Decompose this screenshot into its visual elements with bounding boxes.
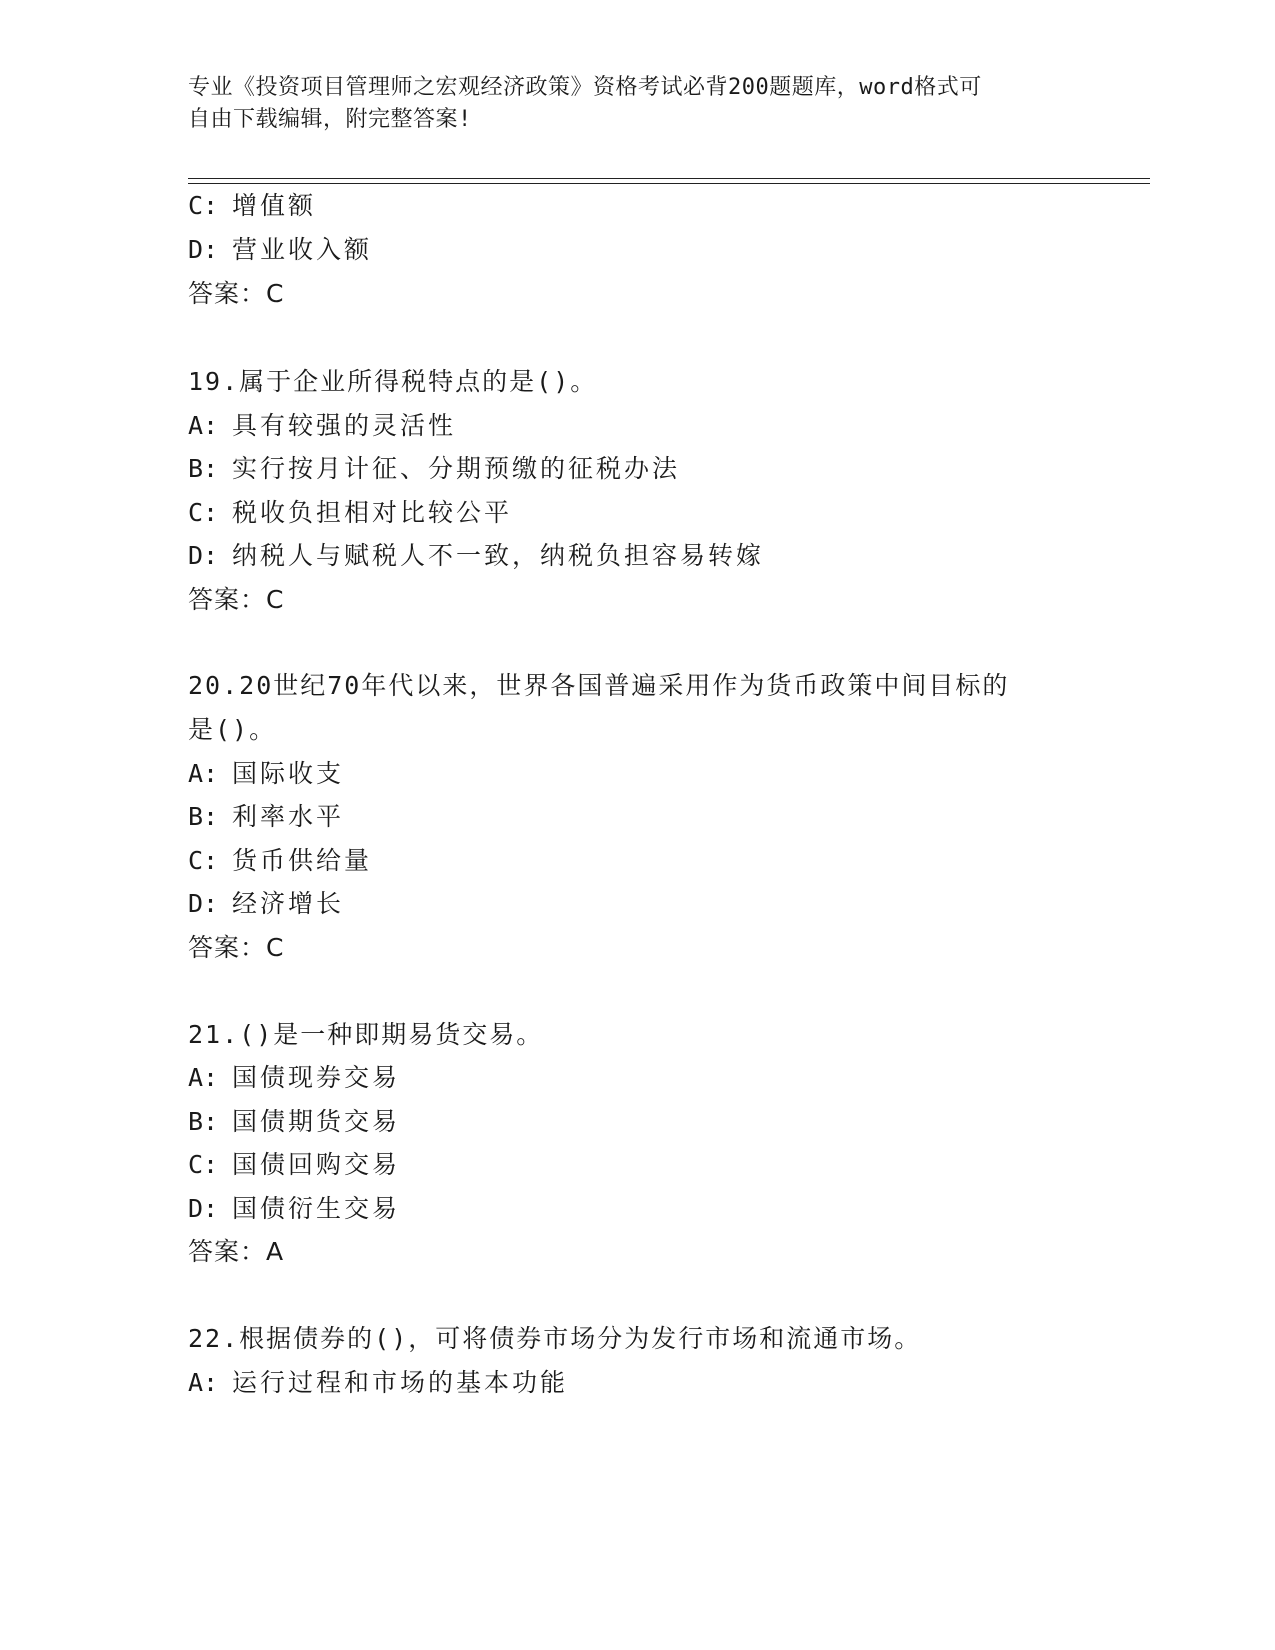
option-label: C:	[188, 1150, 219, 1179]
option-d	[188, 888, 344, 920]
option-text: 增值额	[232, 191, 317, 220]
answer-line: 答案：A	[188, 1237, 285, 1266]
option-text: 营业收入额	[232, 235, 373, 264]
option-text: 国债现券交易	[232, 1063, 401, 1092]
option-c	[188, 497, 512, 529]
option-label: B:	[188, 802, 219, 831]
option-text: 国债回购交易	[232, 1150, 401, 1179]
question-stem: 21.()是一种即期易货交易。	[188, 1020, 544, 1049]
answer-line: 答案：C	[188, 585, 285, 614]
option-c	[188, 190, 316, 222]
option-b	[188, 1106, 400, 1138]
option-label: C:	[188, 498, 219, 527]
option-label: C:	[188, 846, 219, 875]
option-label: A:	[188, 411, 219, 440]
header-divider-bottom	[188, 183, 1150, 184]
option-text: 经济增长	[232, 889, 345, 918]
option-c	[188, 1149, 400, 1181]
option-b	[188, 453, 680, 485]
option-d	[188, 1193, 400, 1225]
option-a	[188, 758, 344, 790]
question-stem: 20.20世纪70年代以来，世界各国普遍采用作为货币政策中间目标的	[188, 671, 1010, 700]
question-stem: 19.属于企业所得税特点的是()。	[188, 367, 598, 396]
option-label: D:	[188, 1194, 219, 1223]
option-text: 运行过程和市场的基本功能	[232, 1368, 569, 1397]
option-text: 纳税人与赋税人不一致，纳税负担容易转嫁	[232, 541, 765, 570]
option-label: A:	[188, 1063, 219, 1092]
option-label: C:	[188, 191, 219, 220]
question-stem: 22.根据债券的()，可将债券市场分为发行市场和流通市场。	[188, 1324, 922, 1353]
option-d	[188, 234, 372, 266]
option-a	[188, 1062, 400, 1094]
option-b	[188, 801, 344, 833]
option-text: 具有较强的灵活性	[232, 411, 457, 440]
option-label: D:	[188, 541, 219, 570]
option-text: 利率水平	[232, 802, 345, 831]
option-text: 国际收支	[232, 759, 345, 788]
answer-line: 答案：C	[188, 279, 285, 308]
option-label: A:	[188, 759, 219, 788]
option-a	[188, 1367, 568, 1399]
question-stem-continued: 是()。	[188, 715, 277, 744]
header-divider-top	[188, 178, 1150, 179]
option-label: B:	[188, 1107, 219, 1136]
option-label: A:	[188, 1368, 219, 1397]
header-line-2: 自由下载编辑，附完整答案!	[188, 107, 472, 132]
option-d	[188, 540, 764, 572]
option-text: 货币供给量	[232, 846, 373, 875]
option-a	[188, 410, 456, 442]
option-text: 实行按月计征、分期预缴的征税办法	[232, 454, 681, 483]
option-label: D:	[188, 889, 219, 918]
option-text: 国债期货交易	[232, 1107, 401, 1136]
header-line-1: 专业《投资项目管理师之宏观经济政策》资格考试必背200题题库，word格式可	[188, 75, 982, 100]
option-label: D:	[188, 235, 219, 264]
document-header	[188, 72, 1068, 136]
option-text: 税收负担相对比较公平	[232, 498, 513, 527]
option-c	[188, 845, 372, 877]
option-text: 国债衍生交易	[232, 1194, 401, 1223]
option-label: B:	[188, 454, 219, 483]
answer-line: 答案：C	[188, 933, 285, 962]
